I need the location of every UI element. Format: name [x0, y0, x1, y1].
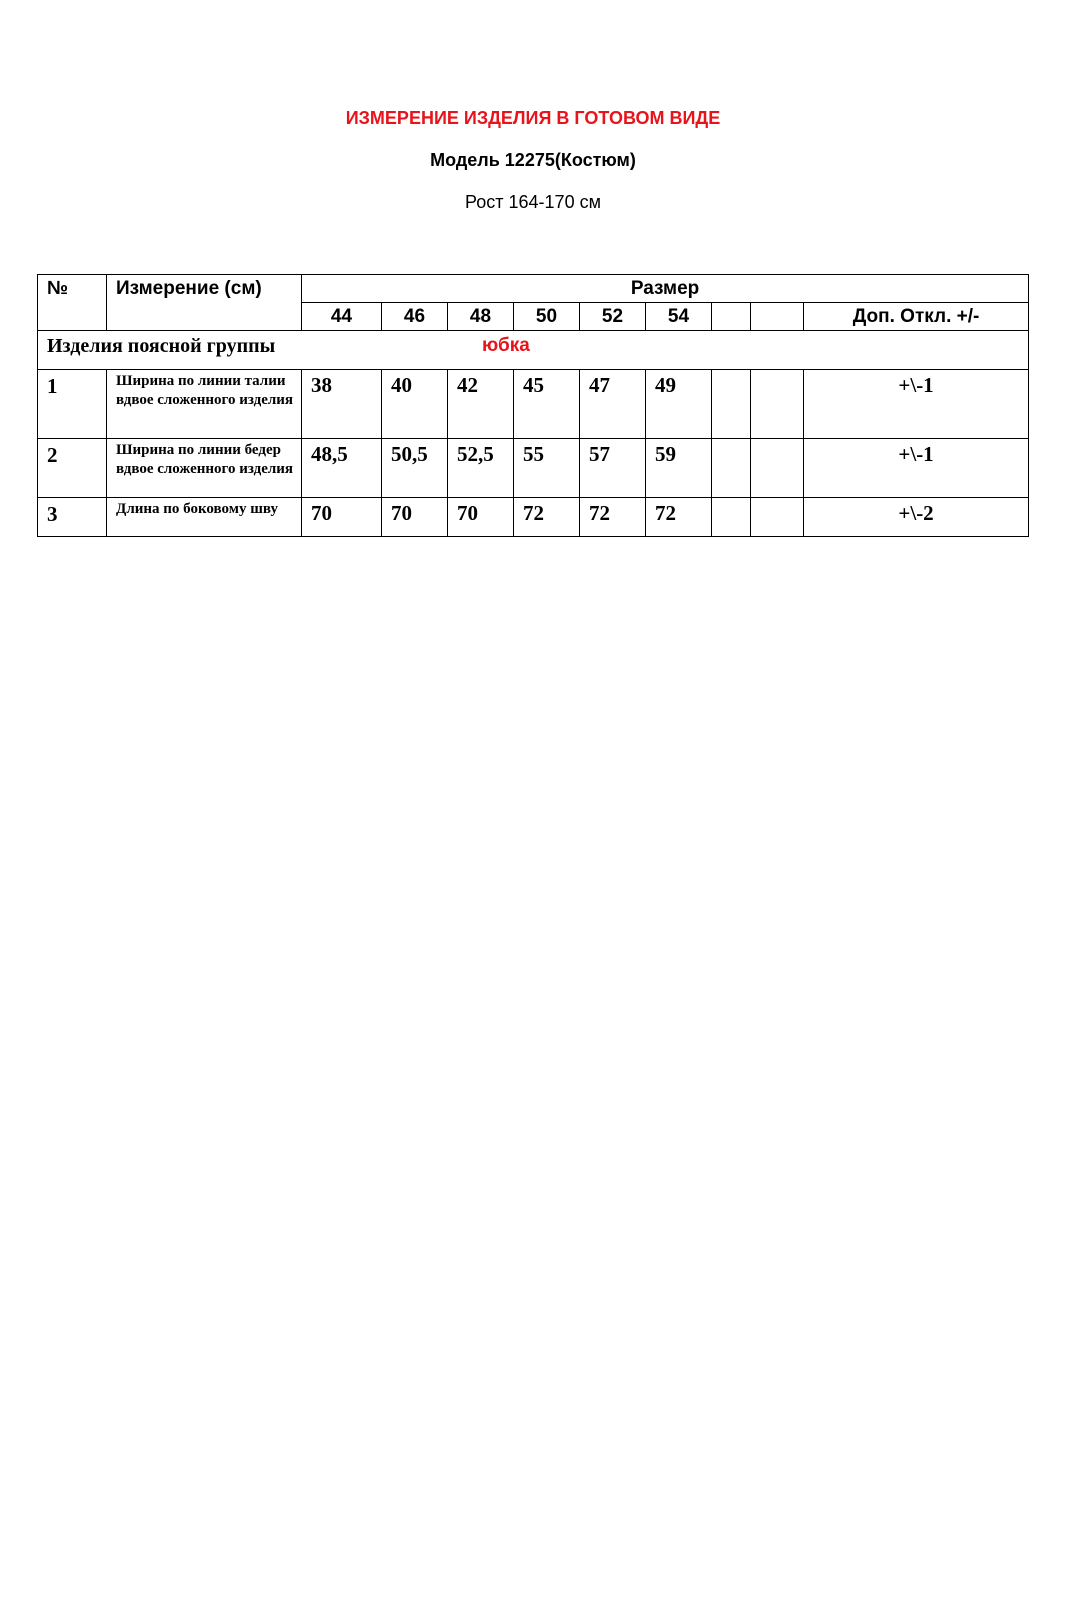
group-row	[38, 331, 1029, 370]
row-value: 72	[514, 498, 580, 537]
measurement-table	[37, 274, 1029, 537]
header-number: №	[38, 275, 107, 331]
height-label: Рост 164-170 см	[465, 192, 601, 212]
row-tolerance: +\-2	[804, 498, 1029, 537]
table-row	[38, 370, 1029, 439]
row-measurement: Ширина по линии бедер вдвое сложенного изделия	[107, 439, 302, 498]
row-value: 70	[382, 498, 448, 537]
row-value: 72	[580, 498, 646, 537]
table-row	[38, 498, 1029, 537]
document-title: ИЗМЕРЕНИЕ ИЗДЕЛИЯ В ГОТОВОМ ВИДЕ	[345, 108, 721, 128]
row-value: 55	[514, 439, 580, 498]
row-value: 50,5	[382, 439, 448, 498]
row-value: 57	[580, 439, 646, 498]
size-header: 44	[302, 303, 382, 331]
row-value	[712, 439, 751, 498]
table-row	[38, 439, 1029, 498]
header-row-1	[38, 275, 1029, 303]
row-value: 52,5	[448, 439, 514, 498]
header-measurement: Измерение (см)	[107, 275, 302, 331]
row-value: 72	[646, 498, 712, 537]
row-tolerance: +\-1	[804, 439, 1029, 498]
row-number: 2	[38, 439, 107, 498]
row-measurement: Длина по боковому шву	[107, 498, 302, 537]
row-value	[712, 370, 751, 439]
row-value: 48,5	[302, 439, 382, 498]
row-measurement: Ширина по линии талии вдвое сложенного изделия	[107, 370, 302, 439]
row-value: 40	[382, 370, 448, 439]
row-value	[712, 498, 751, 537]
row-number: 1	[38, 370, 107, 439]
row-value: 45	[514, 370, 580, 439]
row-value: 59	[646, 439, 712, 498]
model-label: Модель 12275(Костюм)	[430, 150, 636, 170]
size-header: 54	[646, 303, 712, 331]
group-cell	[38, 331, 1029, 370]
size-header: 48	[448, 303, 514, 331]
size-header: 46	[382, 303, 448, 331]
row-value: 70	[302, 498, 382, 537]
product-label: юбка	[482, 335, 530, 356]
row-value	[751, 439, 804, 498]
row-value	[751, 370, 804, 439]
header-tolerance: Доп. Откл. +/-	[804, 303, 1029, 331]
size-header: 52	[580, 303, 646, 331]
size-header: 50	[514, 303, 580, 331]
row-value	[751, 498, 804, 537]
row-value: 38	[302, 370, 382, 439]
row-value: 47	[580, 370, 646, 439]
row-number: 3	[38, 498, 107, 537]
row-value: 49	[646, 370, 712, 439]
row-value: 70	[448, 498, 514, 537]
header-size: Размер	[302, 275, 1029, 303]
size-header	[712, 303, 751, 331]
size-header	[751, 303, 804, 331]
row-value: 42	[448, 370, 514, 439]
row-tolerance: +\-1	[804, 370, 1029, 439]
group-label: Изделия поясной группы	[47, 335, 276, 357]
